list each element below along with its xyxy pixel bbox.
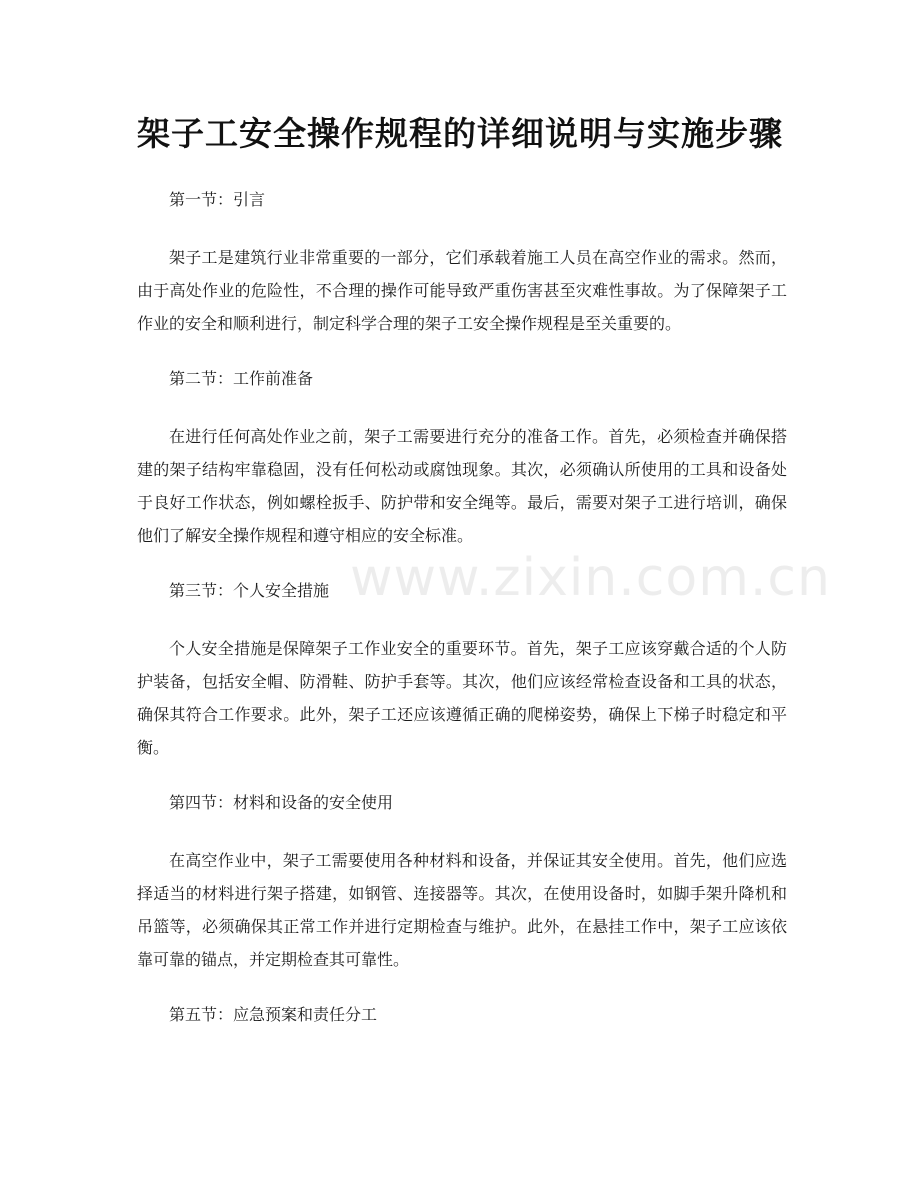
section-1-heading: 第一节：引言 xyxy=(169,190,266,209)
section-3-heading: 第三节：个人安全措施 xyxy=(169,581,330,600)
watermark: www.zixin.com.cn xyxy=(350,548,831,608)
section-1-paragraph: 架子工是建筑行业非常重要的一部分，它们承载着施工人员在高空作业的需求。然而，由于高处作业的危险性，不合理的操作可能导致严重伤害甚至灾难性事故。为了保障架子工作业的安全和顺利进行，制定科学合理的架子工安全操作规程是至关重要的。 xyxy=(137,248,787,333)
section-4-heading: 第四节：材料和设备的安全使用 xyxy=(169,793,394,812)
document-body xyxy=(137,183,787,1056)
section-2-heading: 第二节：工作前准备 xyxy=(169,369,314,388)
section-3-paragraph: 个人安全措施是保障架子工作业安全的重要环节。首先，架子工应该穿戴合适的个人防护装备，包括安全帽、防滑鞋、防护手套等。其次，他们应该经常检查设备和工具的状态，确保其符合工作要求。此外，架子工还应该遵循正确的爬梯姿势，确保上下梯子时稳定和平衡。 xyxy=(137,639,787,757)
section-4-paragraph: 在高空作业中，架子工需要使用各种材料和设备，并保证其安全使用。首先，他们应选择适当的材料进行架子搭建，如钢管、连接器等。其次，在使用设备时，如脚手架升降机和吊篮等，必须确保其正常工作并进行定期检查与维护。此外，在悬挂工作中，架子工应该依靠可靠的锚点，并定期检查其可靠性。 xyxy=(137,851,787,969)
document-title: 架子工安全操作规程的详细说明与实施步骤 xyxy=(137,114,783,153)
section-2-paragraph: 在进行任何高处作业之前，架子工需要进行充分的准备工作。首先，必须检查并确保搭建的架子结构牢靠稳固，没有任何松动或腐蚀现象。其次，必须确认所使用的工具和设备处于良好工作状态，例如螺栓扳手、防护带和安全绳等。最后，需要对架子工进行培训，确保他们了解安全操作规程和遵守相应的安全标准。 xyxy=(137,427,787,545)
section-5-heading: 第五节：应急预案和责任分工 xyxy=(169,1005,378,1024)
